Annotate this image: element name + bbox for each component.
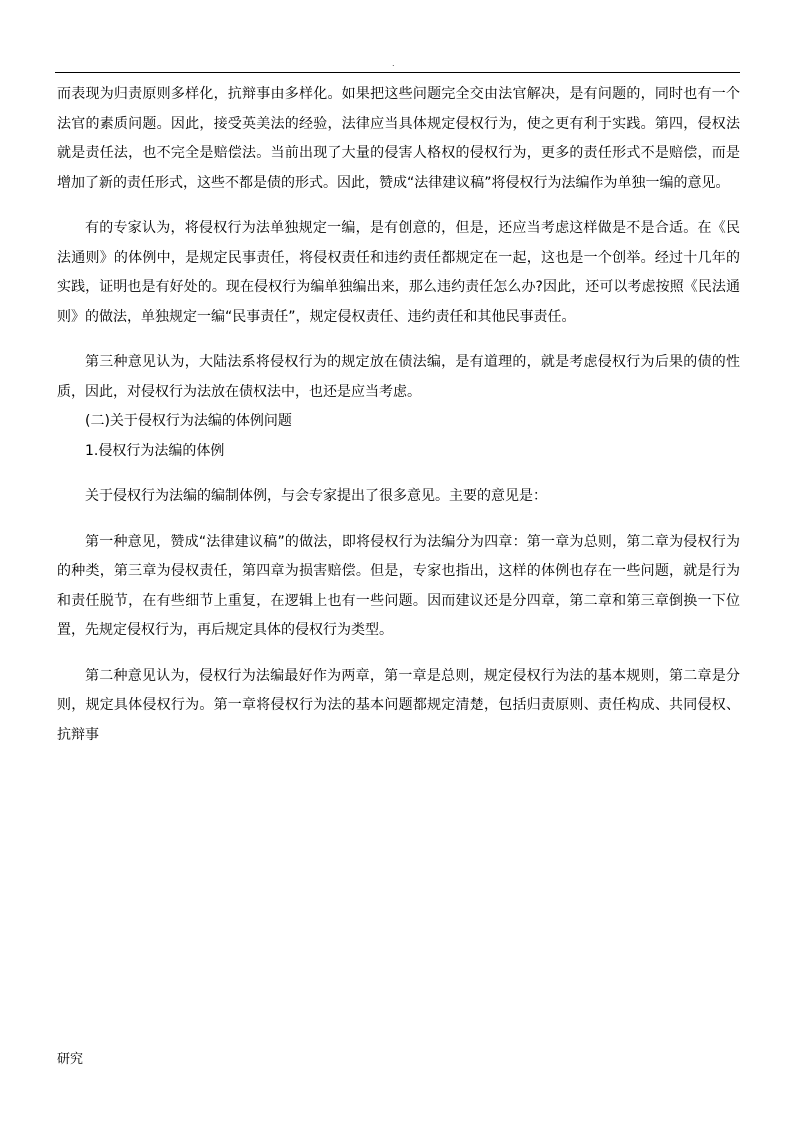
- paragraph-6: 第二种意见认为，侵权行为法编最好作为两章，第一章是总则，规定侵权行为法的基本规则，第二章是分则，规定具体侵权行为。第一章将侵权行为法的基本问题都规定清楚，包括归责原则、责任构成、共同侵权、抗辩事: [57, 667, 740, 743]
- paragraph-2: 有的专家认为，将侵权行为法单独规定一编，是有创意的，但是，还应当考虑这样做是不是合适。在《民法通则》的体例中，是规定民事责任，将侵权责任和违约责任都规定在一起，这也是一个创举。经过十几年的实践，证明也是有好处的。现在侵权行为编单独编出来，那么违约责任怎么办?因此，还可以考虑按照《民法通则》的做法，单独规定一编“民事责任”，规定侵权责任、违约责任和其他民事责任。: [57, 220, 740, 325]
- section-heading: (二)关于侵权行为法编的体例问题: [85, 413, 292, 429]
- paragraph-4: 关于侵权行为法编的编制体例，与会专家提出了很多意见。主要的意见是：: [85, 488, 547, 504]
- subsection-heading: 1.侵权行为法编的体例: [85, 442, 225, 459]
- page-footer: 研究: [57, 1052, 84, 1067]
- document-body: [57, 80, 740, 750]
- paragraph-3: 第三种意见认为，大陆法系将侵权行为的规定放在债法编，是有道理的，就是考虑侵权行为后果的债的性质，因此，对侵权行为法放在债权法中，也还是应当考虑。: [57, 354, 740, 400]
- header-rule: [55, 72, 740, 73]
- paragraph-1: 而表现为归责原则多样化，抗辩事由多样化。如果把这些问题完全交由法官解决，是有问题的，同时也有一个法官的素质问题。因此，接受英美法的经验，法律应当具体规定侵权行为，使之更有利于实践。第四，侵权法就是责任法，也不完全是赔偿法。当前出现了大量的侵害人格权的侵权行为，更多的责任形式不是赔偿，而是增加了新的责任形式，这些不都是债的形式。因此，赞成“法律建议稿”将侵权行为法编作为单独一编的意见。: [57, 86, 740, 191]
- header-mark: .: [392, 59, 395, 68]
- paragraph-5: 第一种意见，赞成“法律建议稿”的做法，即将侵权行为法编分为四章：第一章为总则，第二章为侵权行为的种类，第三章为侵权责任，第四章为损害赔偿。但是，专家也指出，这样的体例也存在一些问题，就是行为和责任脱节，在有些细节上重复，在逻辑上也有一些问题。因而建议还是分四章，第二章和第三章倒换一下位置，先规定侵权行为，再后规定具体的侵权行为类型。: [57, 533, 740, 638]
